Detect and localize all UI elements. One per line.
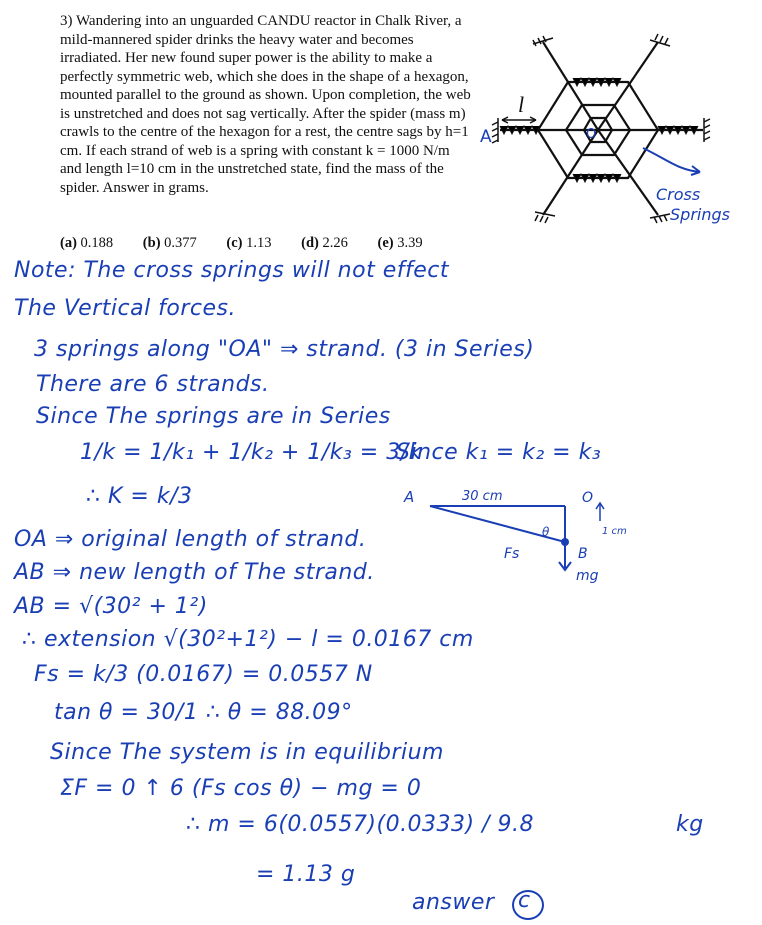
choice-d: (d) 2.26 bbox=[301, 235, 348, 251]
fbd-1cm: 1 cm bbox=[602, 526, 627, 537]
fbd-dist: 30 cm bbox=[462, 489, 503, 504]
spoke bbox=[543, 130, 598, 215]
equilibrium-text: Since The system is in equilibrium bbox=[50, 740, 444, 765]
point-o-label: O bbox=[586, 127, 597, 142]
answer-choices bbox=[60, 235, 449, 252]
length-arrow bbox=[502, 117, 536, 123]
extension-equation: ∴ extension √(30²+1²) − l = 0.0167 cm bbox=[22, 627, 474, 652]
sum-force-equation: ΣF = 0 ↑ 6 (Fs cos θ) − mg = 0 bbox=[60, 776, 422, 801]
note-line-2: The Vertical forces. bbox=[14, 296, 237, 321]
fbd-b: B bbox=[578, 546, 588, 562]
problem-text: 3) Wandering into an unguarded CANDU reactor in Chalk River, a mild-mannered spider drinks the heavy water and becomes irradiated. Her new found super power is the ability to make a perfectly symmetric web, which she does in the shape of a hexagon, mounted parallel to the ground as shown. Upon completion, the web is unstretched and does not sag vertically. After the spider (mass m) crawls to the centre of the hexagon for a rest, the centre sags by h=1 cm. If each strand of web is a spring with constant k = 1000 N/m and length l=10 cm in the unstretched state, find the mass of the spider. Answer in grams. bbox=[60, 13, 471, 196]
hexagon-web-diagram bbox=[478, 20, 758, 225]
tan-equation: tan θ = 30/1 ∴ θ = 88.09° bbox=[54, 700, 353, 725]
springs-label: Springs bbox=[670, 205, 730, 224]
note-line-4: There are 6 strands. bbox=[36, 372, 270, 397]
series-equation: 1/k = 1/k₁ + 1/k₂ + 1/k₃ = 3/k bbox=[80, 440, 422, 465]
problem-statement bbox=[60, 12, 475, 197]
free-body-diagram bbox=[400, 476, 660, 596]
length-label: l bbox=[518, 92, 525, 117]
fs-equation: Fs = k/3 (0.0167) = 0.0557 N bbox=[34, 662, 373, 687]
oa-definition: OA ⇒ original length of strand. bbox=[14, 527, 367, 552]
choice-b: (b) 0.377 bbox=[142, 235, 197, 251]
cross-pointer bbox=[643, 148, 700, 172]
choice-c: (c) 1.13 bbox=[226, 235, 272, 251]
fbd-a: A bbox=[404, 488, 415, 506]
choice-a: (a) 0.188 bbox=[60, 235, 114, 251]
note-line-5: Since The springs are in Series bbox=[36, 404, 391, 429]
choice-e: (e) 3.39 bbox=[377, 235, 423, 251]
fbd-theta: θ bbox=[542, 525, 550, 539]
point-a-label: A bbox=[480, 127, 492, 147]
answer-letter: c bbox=[518, 888, 531, 913]
since-k-equal: Since k₁ = k₂ = k₃ bbox=[396, 440, 602, 465]
cross-label: Cross bbox=[656, 185, 701, 204]
ab-definition: AB ⇒ new length of The strand. bbox=[14, 560, 375, 585]
k-result: ∴ K = k/3 bbox=[86, 484, 193, 509]
spoke bbox=[543, 42, 598, 130]
kg-unit: kg bbox=[676, 812, 704, 837]
result: = 1.13 g bbox=[256, 862, 356, 887]
mass-equation: ∴ m = 6(0.0557)(0.0333) / 9.8 bbox=[186, 812, 535, 837]
fbd-o: O bbox=[582, 490, 594, 506]
note-line-1: Note: The cross springs will not effect bbox=[14, 258, 449, 283]
fbd-mg: mg bbox=[576, 568, 599, 584]
note-line-3: 3 springs along "OA" ⇒ strand. (3 in Series) bbox=[34, 337, 535, 362]
ab-equation: AB = √(30² + 1²) bbox=[14, 594, 208, 619]
answer-label: answer bbox=[412, 890, 495, 915]
fbd-fs: Fs bbox=[504, 546, 520, 562]
